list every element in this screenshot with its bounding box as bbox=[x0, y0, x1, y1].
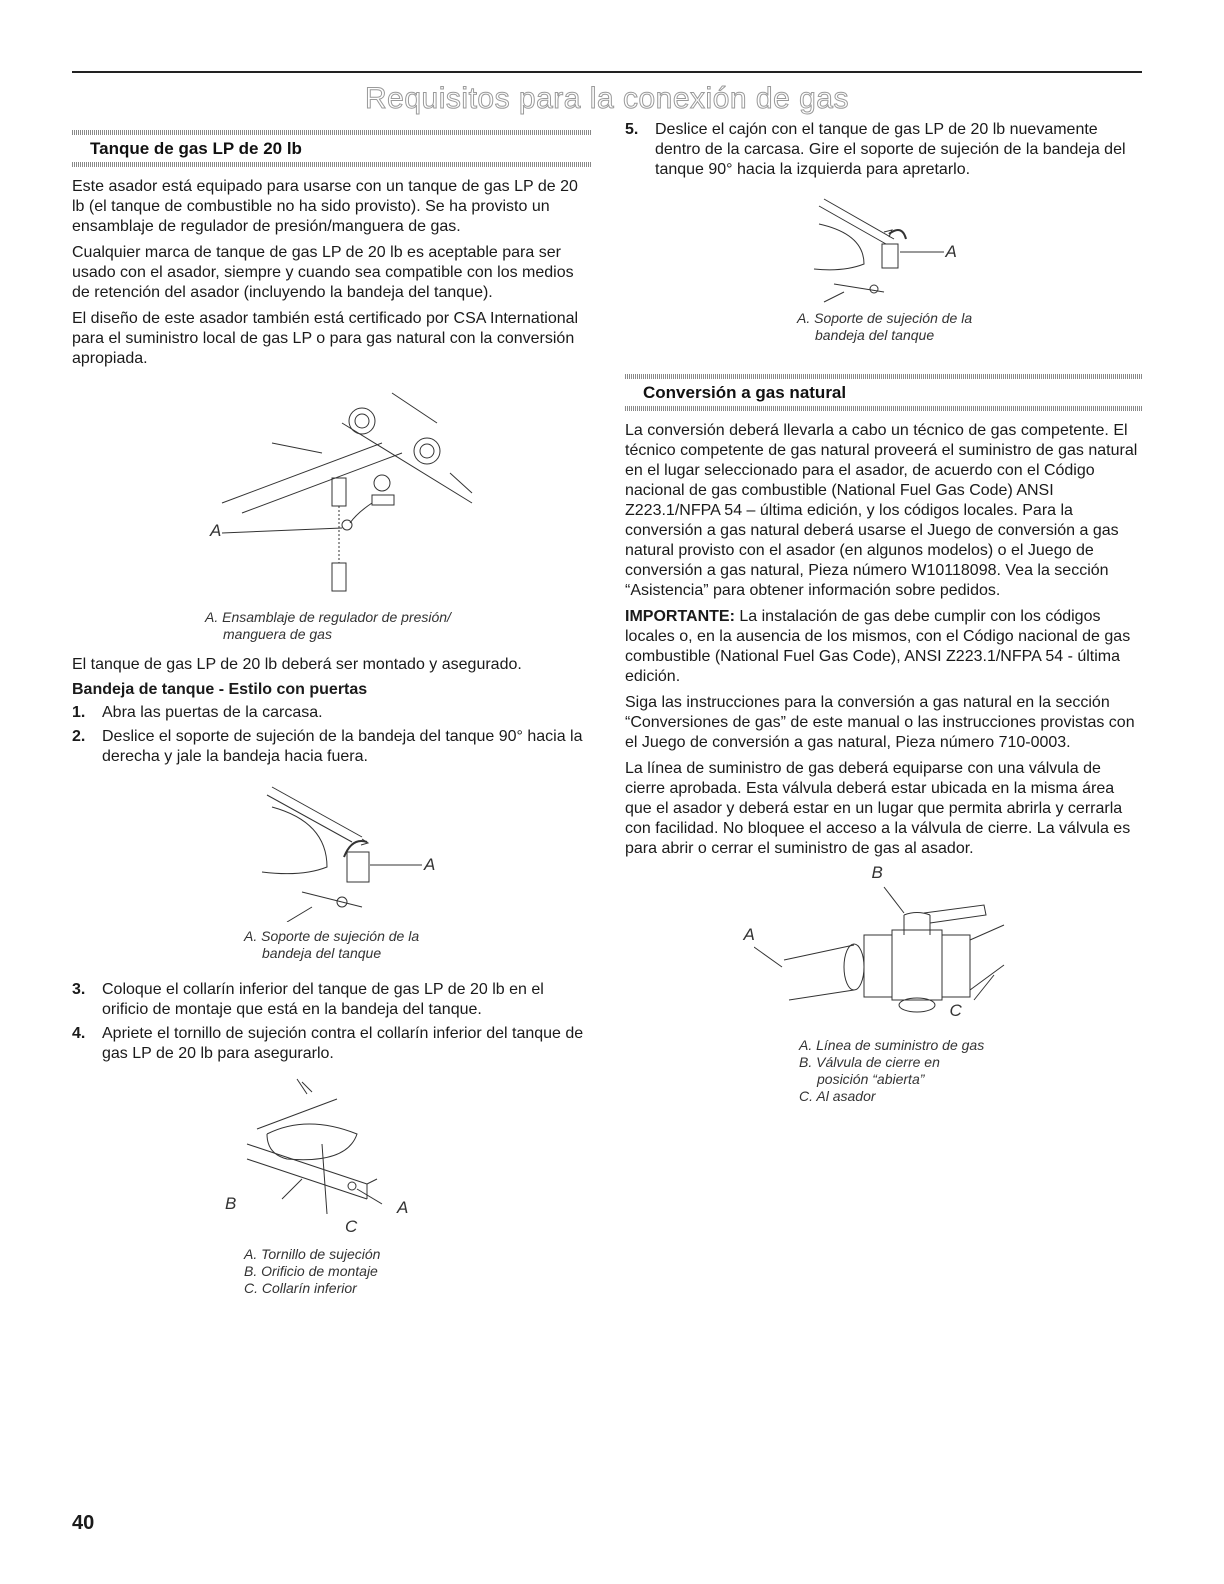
section-title: Tanque de gas LP de 20 lb bbox=[90, 139, 302, 158]
step-number: 4. bbox=[72, 1025, 86, 1042]
figure-regulator bbox=[182, 383, 482, 603]
list-item bbox=[72, 980, 592, 1020]
figure-caption bbox=[205, 609, 592, 643]
steps-list bbox=[625, 120, 1142, 180]
caption-line: A. Ensamblaje de regulador de presión/ bbox=[205, 609, 451, 625]
figure-label-b: B bbox=[225, 1194, 237, 1213]
shutoff-valve-illustration bbox=[754, 875, 1014, 1025]
caption-line: bandeja del tanque bbox=[262, 945, 382, 961]
list-item bbox=[72, 727, 592, 767]
caption-line: A. Soporte de sujeción de la bbox=[797, 310, 973, 326]
caption-line: B. Válvula de cierre en bbox=[799, 1054, 940, 1070]
steps-list bbox=[72, 980, 592, 1064]
caption-line: C. Al asador bbox=[799, 1088, 876, 1104]
list-item bbox=[625, 120, 1142, 180]
top-rule bbox=[72, 71, 1142, 73]
regulator-illustration bbox=[182, 383, 482, 603]
figure-label-a: A bbox=[743, 925, 755, 944]
caption-line: C. Collarín inferior bbox=[244, 1280, 357, 1296]
figure-caption bbox=[799, 1037, 1142, 1105]
figure-label-b: B bbox=[871, 863, 883, 882]
figure-label-a: A bbox=[945, 242, 957, 261]
list-item bbox=[72, 703, 592, 723]
paragraph: La línea de suministro de gas deberá equiparse con una válvula de cierre aprobada. Esta válvula deberá estar ubicada en la misma área que el asador y deberá estar en un lugar que permita abrirla y cerrarla con facilidad. No bloquee el acceso a la válvula de cierre. La válvula es para abrir o cerrar el suministro de gas al asador. bbox=[625, 760, 1131, 857]
figure-shutoff-valve bbox=[743, 863, 1014, 1025]
step-number: 2. bbox=[72, 728, 86, 745]
step-text: Abra las puertas de la carcasa. bbox=[102, 704, 323, 721]
caption-line: A. Línea de suministro de gas bbox=[799, 1037, 985, 1053]
figure-caption bbox=[797, 310, 1142, 344]
paragraph: Siga las instrucciones para la conversión a gas natural en la sección “Conversiones de gas” de este manual o las instrucciones provistas con el Juego de conversión a gas natural, Pieza número 710-0003. bbox=[625, 694, 1135, 751]
figure-label-a: A bbox=[397, 1198, 409, 1217]
right-column bbox=[625, 120, 1142, 1105]
figure-caption bbox=[244, 928, 592, 962]
paragraph: La conversión deberá llevarla a cabo un técnico de gas competente. El técnico competente de gas natural proveerá el suministro de gas natural en el lugar seleccionado para el asador, de acuerdo con el Código nacional de gas combustible (National Fuel Gas Code) ANSI Z223.1/NFPA 54 – última edición, y los códigos locales. Para la conversión a gas natural deberá usarse el Juego de conversión a gas natural provisto con el asador (en algunos modelos) o el Juego de conversión a gas natural, Pieza número W10118098. Vea la sección “Asistencia” para obtener información sobre pedidos. bbox=[625, 422, 1138, 599]
important-label: IMPORTANTE: bbox=[625, 608, 735, 625]
caption-line: A. Tornillo de sujeción bbox=[244, 1246, 381, 1262]
figure-label-a: A bbox=[210, 521, 222, 540]
step-number: 1. bbox=[72, 704, 86, 721]
figure-mounting bbox=[225, 1074, 437, 1236]
caption-line: manguera de gas bbox=[223, 626, 332, 642]
left-column bbox=[72, 120, 592, 1297]
figure-label-c: C bbox=[345, 1217, 358, 1236]
tray-bracket-illustration bbox=[232, 777, 432, 922]
step-text: Coloque el collarín inferior del tanque de gas LP de 20 lb en el orificio de montaje que está en la bandeja del tanque. bbox=[102, 981, 544, 1018]
figure-tray-bracket bbox=[232, 777, 436, 922]
figure-caption bbox=[244, 1246, 592, 1297]
page-title: Requisitos para la conexión de gas bbox=[365, 82, 849, 115]
steps-list bbox=[72, 703, 592, 767]
step-text: Apriete el tornillo de sujeción contra el collarín inferior del tanque de gas LP de 20 lb para asegurarlo. bbox=[102, 1025, 584, 1062]
important-text: La instalación de gas debe cumplir con los códigos locales o, en la ausencia de los mismos, con el Código nacional de gas combustible (National Fuel Gas Code), ANSI Z223.1/NFPA 54 - última edición. bbox=[625, 608, 1131, 685]
list-item bbox=[72, 1024, 592, 1064]
step-text: Deslice el soporte de sujeción de la bandeja del tanque 90° hacia la derecha y jale la bandeja hacia fuera. bbox=[102, 728, 583, 765]
figure-tray-bracket-tighten bbox=[794, 194, 974, 304]
caption-line: A. Soporte de sujeción de la bbox=[244, 928, 420, 944]
section-title: Conversión a gas natural bbox=[643, 383, 847, 402]
step-number: 3. bbox=[72, 981, 86, 998]
step-text: Deslice el cajón con el tanque de gas LP de 20 lb nuevamente dentro de la carcasa. Gire el soporte de sujeción de la bandeja del tanque 90° hacia la izquierda para apretarlo. bbox=[655, 121, 1126, 178]
caption-line: posición “abierta” bbox=[817, 1071, 925, 1087]
caption-line: B. Orificio de montaje bbox=[244, 1263, 378, 1279]
figure-label-c: C bbox=[949, 1001, 962, 1020]
paragraph: Cualquier marca de tanque de gas LP de 20 lb es aceptable para ser usado con el asador, siempre y cuando sea compatible con los medios de retención del asador (incluyendo la bandeja del tanque). bbox=[72, 244, 574, 301]
paragraph: El diseño de este asador también está certificado por CSA International para el suministro local de gas LP o para gas natural con la conversión apropiada. bbox=[72, 310, 579, 367]
paragraph: Este asador está equipado para usarse con un tanque de gas LP de 20 lb (el tanque de combustible no ha sido provisto). Se ha provisto un ensamblaje de regulador de presión/manguera de gas. bbox=[72, 178, 578, 235]
subheading: Bandeja de tanque - Estilo con puertas bbox=[72, 681, 368, 698]
paragraph-important bbox=[625, 607, 1142, 687]
caption-line: bandeja del tanque bbox=[815, 327, 935, 343]
section-header-lp-tank bbox=[72, 130, 592, 167]
figure-label-a: A bbox=[424, 855, 436, 874]
section-header-natural-gas bbox=[625, 374, 1142, 411]
paragraph: El tanque de gas LP de 20 lb deberá ser montado y asegurado. bbox=[72, 656, 522, 673]
step-number: 5. bbox=[625, 121, 639, 138]
page-number: 40 bbox=[72, 1512, 95, 1534]
